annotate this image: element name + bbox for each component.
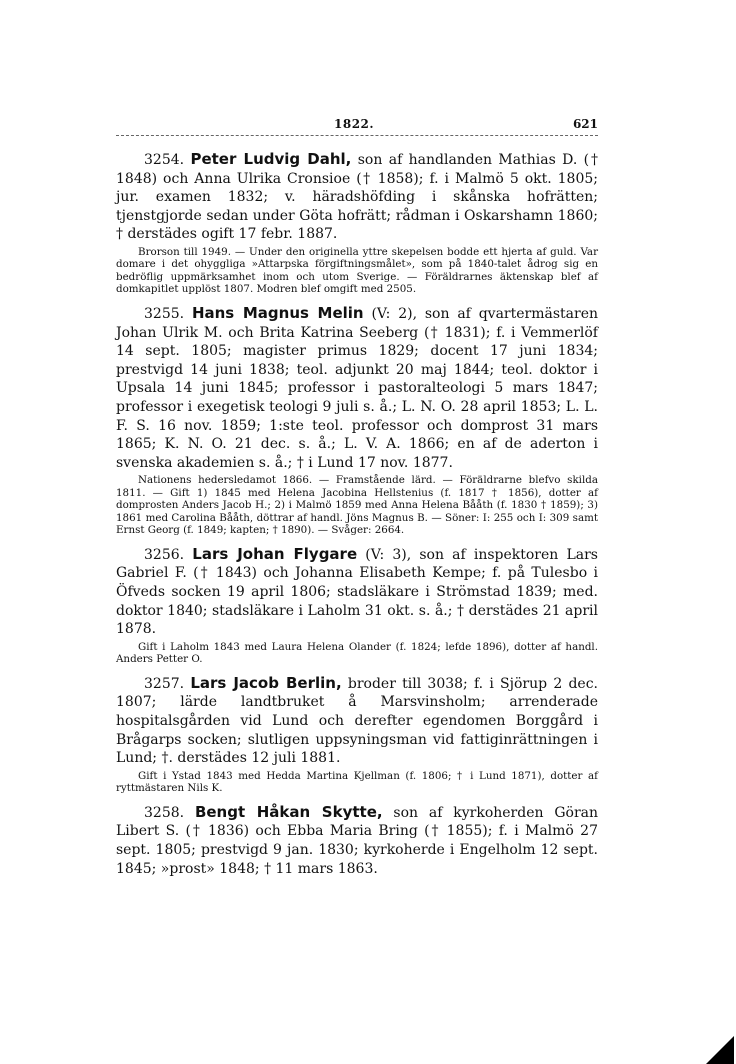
page-header — [116, 117, 598, 139]
entry-number: 3256. — [144, 546, 185, 563]
entry-number: 3258. — [144, 804, 185, 821]
entry-3254 — [116, 150, 598, 296]
entry-number: 3257. — [144, 675, 185, 692]
entry-main-text — [116, 304, 598, 472]
entry-name: Peter Ludvig Dahl, — [190, 150, 352, 168]
entry-3258 — [116, 803, 598, 878]
page-content — [116, 150, 598, 886]
corner-mark — [706, 1036, 734, 1064]
entry-main-text — [116, 150, 598, 244]
entry-3257 — [116, 674, 598, 795]
entry-name: Lars Jacob Berlin, — [190, 673, 342, 692]
entry-body: son af kyrkoherden Göran Libert S. († 1836) och Ebba Maria Bring († 1855); f. i Malmö 27 sept. 1805; prestvigd 9 jan. 1830; kyrkoherde i Engelholm 12 sept. 1845; »prost» 1848; † 11 mars 1863. — [116, 804, 599, 877]
entry-body: (V: 2), son af qvartermästaren Johan Ulrik M. och Brita Katrina Seeberg († 1831); f. i Vemmerlöf 14 sept. 1805; magister primus 1829; docent 17 juni 1834; prestvigd 14 juni 1838; teol. adjunkt 20 maj 1844; teol. doktor i Upsala 14 juni 1845; professor i pastoralteologi 5 mars 1847; professor i exegetisk teologi 9 juli s. å.; L. N. O. 28 april 1853; L. L. F. S. 16 nov. 1859; 1:ste teol. professor och domprost 31 mars 1865; K. N. O. 21 dec. s. å.; L. V. A. 1866; en af de aderton i svenska akademien s. å.; † i Lund 17 nov. 1877. — [116, 305, 599, 471]
entry-name: Hans Magnus Melin — [191, 303, 364, 322]
entry-body: (V: 3), son af inspektoren Lars Gabriel F. († 1843) och Johanna Elisabeth Kempe; f. på Tulesbo i Öfveds socken 19 april 1806; stadsläkare i Strömstad 1839; med. doktor 1840; stadsläkare i Laholm 31 okt. s. å.; † derstädes 21 april 1878. — [116, 546, 598, 638]
entry-main-text — [116, 545, 598, 639]
entry-note: Brorson till 1949. — Under den originella yttre skepelsen bodde ett hjerta af guld. Var domare i det ohyggliga »Attarpska förgiftningsmålet», som på 1840-talet ådrog sig en bedröflig uppmärksamhet inom och utom Sverige. — Föräldrarnes äktenskap blef af domkapitlet upplöst 1807. Modren blef omgift med 2505. — [116, 245, 598, 296]
entry-body: son af handlanden Mathias D. († 1848) och Anna Ulrika Cronsioe († 1858); f. i Malmö 5 okt. 1805; jur. examen 1832; v. häradshöfding i skånska hofrätten; tjenstgjorde sedan under Göta hofrätt; rådman i Oskarshamn 1860; † derstädes ogift 17 febr. 1887. — [116, 152, 599, 243]
entry-note: Gift i Laholm 1843 med Laura Helena Olander (f. 1824; lefde 1896), dotter af handl. Anders Petter O. — [116, 640, 598, 666]
header-year: 1822. — [334, 117, 375, 131]
entry-number: 3254. — [144, 152, 185, 168]
entry-main-text — [116, 803, 598, 878]
entry-main-text — [116, 674, 598, 768]
entry-3256 — [116, 545, 598, 666]
entry-note: Gift i Ystad 1843 med Hedda Martina Kjellman (f. 1806; † i Lund 1871), dotter af ryttmästaren Nils K. — [116, 769, 598, 795]
entry-note: Nationens hedersledamot 1866. — Framstående lärd. — Föräldrarne blefvo skilda 1811. — Gift 1) 1845 med Helena Jacobina Hellstenius (f. 1817 † 1856), dotter af domprosten Anders Jacob H.; 2) i Malmö 1859 med Anna Helena Bååth (f. 1830 † 1859); 3) 1861 med Carolina Bååth, döttrar af handl. Jöns Magnus B. — Söner: I: 255 och I: 309 samt Ernst Georg (f. 1849; kapten; † 1890). — Svåger: 2664. — [116, 474, 598, 537]
entry-3255 — [116, 304, 598, 537]
entry-body: broder till 3038; f. i Sjörup 2 dec. 1807; lärde landtbruket å Marsvinsholm; arrenderade hospitalsgården vid Lund och derefter egendomen Borggård i Brågarps socken; slutligen uppsyningsman vid fattiginrättningen i Lund; †. derstädes 12 juli 1881. — [116, 675, 598, 767]
page-number: 621 — [572, 117, 598, 131]
entry-name: Bengt Håkan Skytte, — [194, 802, 383, 821]
entry-number: 3255. — [144, 305, 185, 322]
header-rule — [116, 135, 598, 136]
entry-name: Lars Johan Flygare — [192, 544, 358, 563]
